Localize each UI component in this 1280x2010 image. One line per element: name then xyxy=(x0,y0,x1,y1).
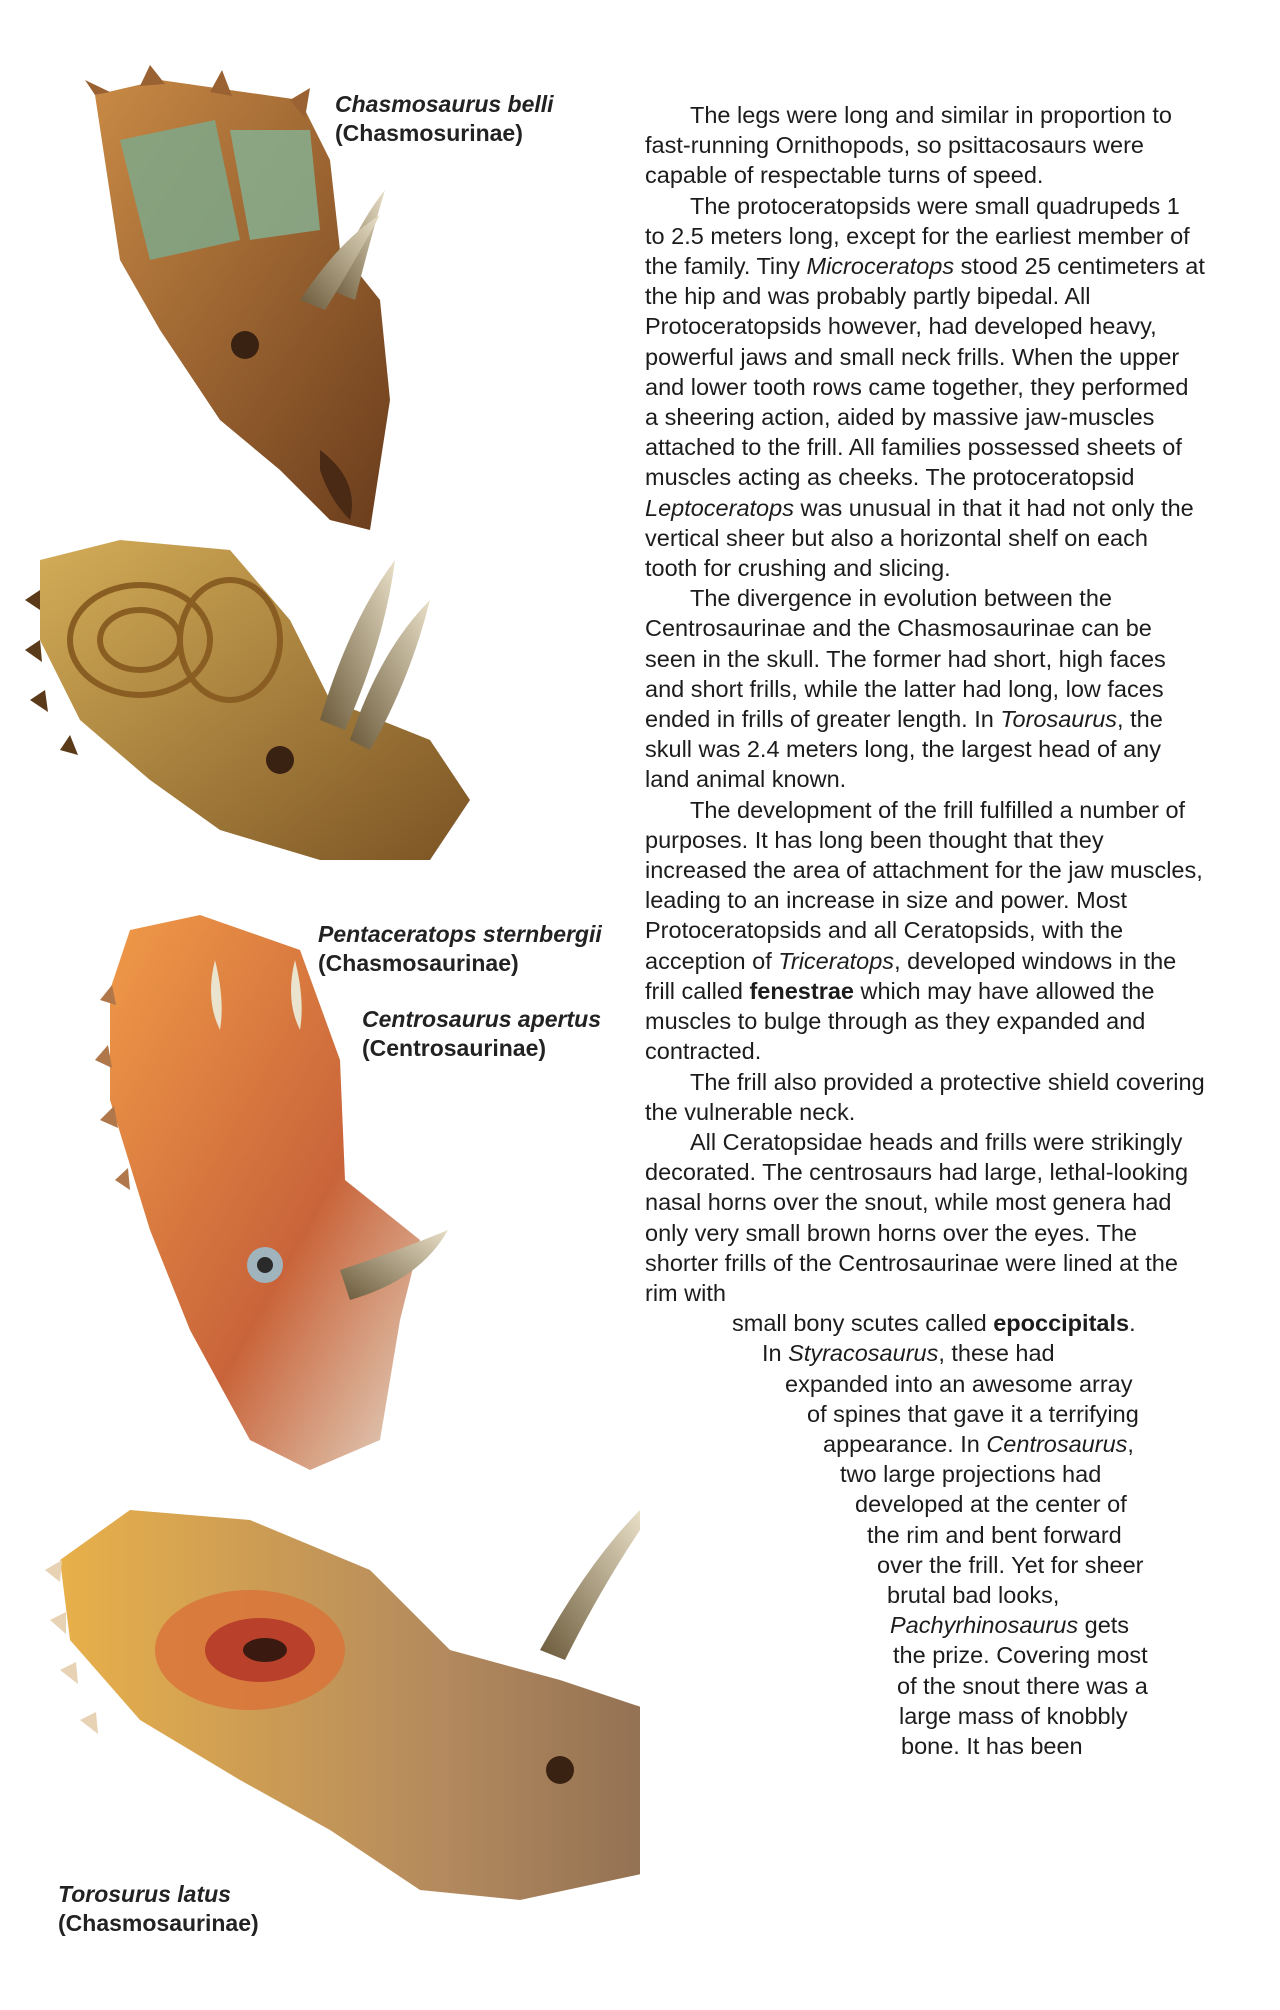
taxon-name: Styracosaurus xyxy=(788,1340,939,1367)
caption-pentaceratops xyxy=(318,920,602,978)
paragraph: The divergence in evolution between the Centrosaurinae and the Chasmosaurinae can be seen in the skull. The former had short, high faces and short frills, while the latter had long, low faces ended in frills of greater length. In Torosaurus, the skull was 2.4 meters long, the largest head of any land animal known. xyxy=(645,585,1166,793)
paragraph: All Ceratopsidae heads and frills were strikingly decorated. The centrosaurs had large, lethal-looking nasal horns over the snout, while most genera had only very small brown horns over the eyes. The shorter frills of the Centrosaurinae were lined at the rim with xyxy=(645,1128,1189,1306)
caption-torosurus xyxy=(58,1880,259,1938)
term-fenestrae: fenestrae xyxy=(749,977,854,1004)
term-epoccipitals: epoccipitals xyxy=(993,1310,1130,1337)
caption-family: (Chasmosaurinae) xyxy=(58,1910,259,1936)
paragraph-wrapped: small bony scutes called epoccipitals. In Styracosaurus, these had expanded into an awesome array of spines that gave it a terrifying appearance. In Centrosaurus, two large projections had developed at the center of the rim and bent forward over the frill. Yet for sheer brutal bad looks, Pachyrhinosaurus gets the prize. Covering most of the snout there was a large mass of knobbly bone. It has been xyxy=(732,1310,1148,1759)
centrosaurus-head xyxy=(95,915,448,1470)
taxon-name: Pachyrhinosaurus xyxy=(890,1612,1079,1639)
caption-centrosaurus xyxy=(362,1005,601,1063)
caption-chasmosaurus xyxy=(335,90,554,148)
article-body xyxy=(645,100,1205,1761)
taxon-name: Leptoceratops xyxy=(645,494,794,521)
paragraph: The protoceratopsids were small quadrupeds 1 to 2.5 meters long, except for the earliest member of the family. Tiny Microceratops stood 25 centimeters at the hip and was probably partly bipedal. All Protoceratopsids however, had developed heavy, powerful jaws and small neck frills. When the upper and lower tooth rows came together, they performed a sheering action, aided by massive jaw-muscles attached to the frill. All families possessed sheets of muscles acting as cheeks. The protoceratopsid Leptoceratops was unusual in that it had not only the vertical sheer but also a horizontal shelf on each tooth for crushing and slicing. xyxy=(645,192,1205,582)
caption-family: (Chasmosurinae) xyxy=(335,120,523,146)
caption-species: Centrosaurus apertus xyxy=(362,1006,602,1032)
pentaceratops-head xyxy=(25,540,470,860)
caption-family: (Chasmosaurinae) xyxy=(318,950,519,976)
taxon-name: Triceratops xyxy=(778,947,895,974)
taxon-name: Microceratops xyxy=(806,253,955,280)
caption-species: Pentaceratops sternbergii xyxy=(318,921,602,947)
taxon-name: Torosaurus xyxy=(1000,706,1118,733)
caption-species: Chasmosaurus belli xyxy=(335,91,554,117)
caption-species: Torosurus latus xyxy=(58,1881,231,1907)
paragraph: The development of the frill fulfilled a number of purposes. It has long been thought that they increased the area of attachment for the jaw muscles, leading to an increase in size and power. Most Protoceratopsids and all Ceratopsids, with the acception of Triceratops, developed windows in the frill called fenestrae which may have allowed the muscles to bulge through as they expanded and contracted. xyxy=(645,796,1203,1065)
paragraph: The legs were long and similar in proportion to fast-running Ornithopods, so psittacosaurs were capable of respectable turns of speed. xyxy=(645,102,1173,189)
taxon-name: Centrosaurus xyxy=(986,1430,1128,1457)
paragraph: The frill also provided a protective shield covering the vulnerable neck. xyxy=(645,1068,1205,1125)
caption-family: (Centrosaurinae) xyxy=(362,1035,547,1061)
torosurus-head xyxy=(45,1510,640,1900)
